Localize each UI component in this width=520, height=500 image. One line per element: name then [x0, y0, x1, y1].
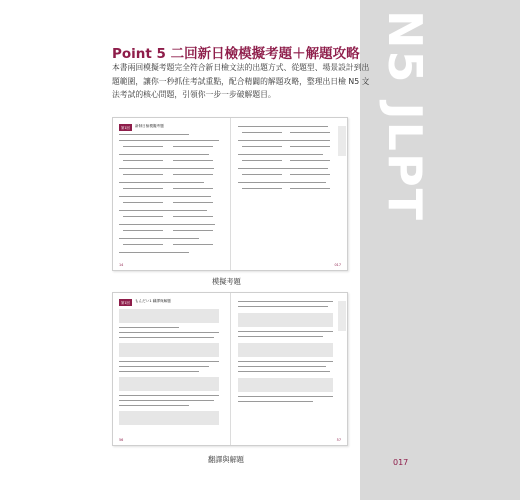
right-page	[230, 293, 347, 445]
left-page	[113, 293, 230, 445]
left-page-number: 14	[119, 263, 124, 267]
mock-exam-spread	[112, 117, 348, 271]
side-decor-text: N5 JLPT	[378, 10, 432, 223]
left-page	[113, 118, 230, 270]
right-page-number: 57	[336, 438, 341, 442]
left-page-number: 56	[119, 438, 124, 442]
right-page	[230, 118, 347, 270]
explanation-caption: 翻譯與解題	[208, 455, 244, 464]
spread-title: もんだい1 翻譯與解題	[135, 299, 171, 303]
right-page-number: 017	[334, 263, 341, 267]
mock-exam-caption: 模擬考題	[212, 277, 241, 286]
explanation-spread	[112, 292, 348, 446]
page-number: 017	[393, 458, 409, 467]
intro-paragraph: 本書兩回模擬考題完全符合新日檢文法的出題方式、從題型、場景設計到出題範圍，讓你一秒抓住考試重點，配合精闢的解題攻略，整理出日檢 N5 文法考試的核心問題，引領你一步一步破解題目。	[112, 63, 370, 99]
section-tag: 第1回	[121, 301, 130, 305]
section-tag: 第1回	[121, 126, 130, 130]
spread-title: 新制日檢模擬考題	[135, 124, 164, 128]
section-heading: Point 5 二回新日檢模擬考題＋解題攻略	[112, 46, 360, 62]
